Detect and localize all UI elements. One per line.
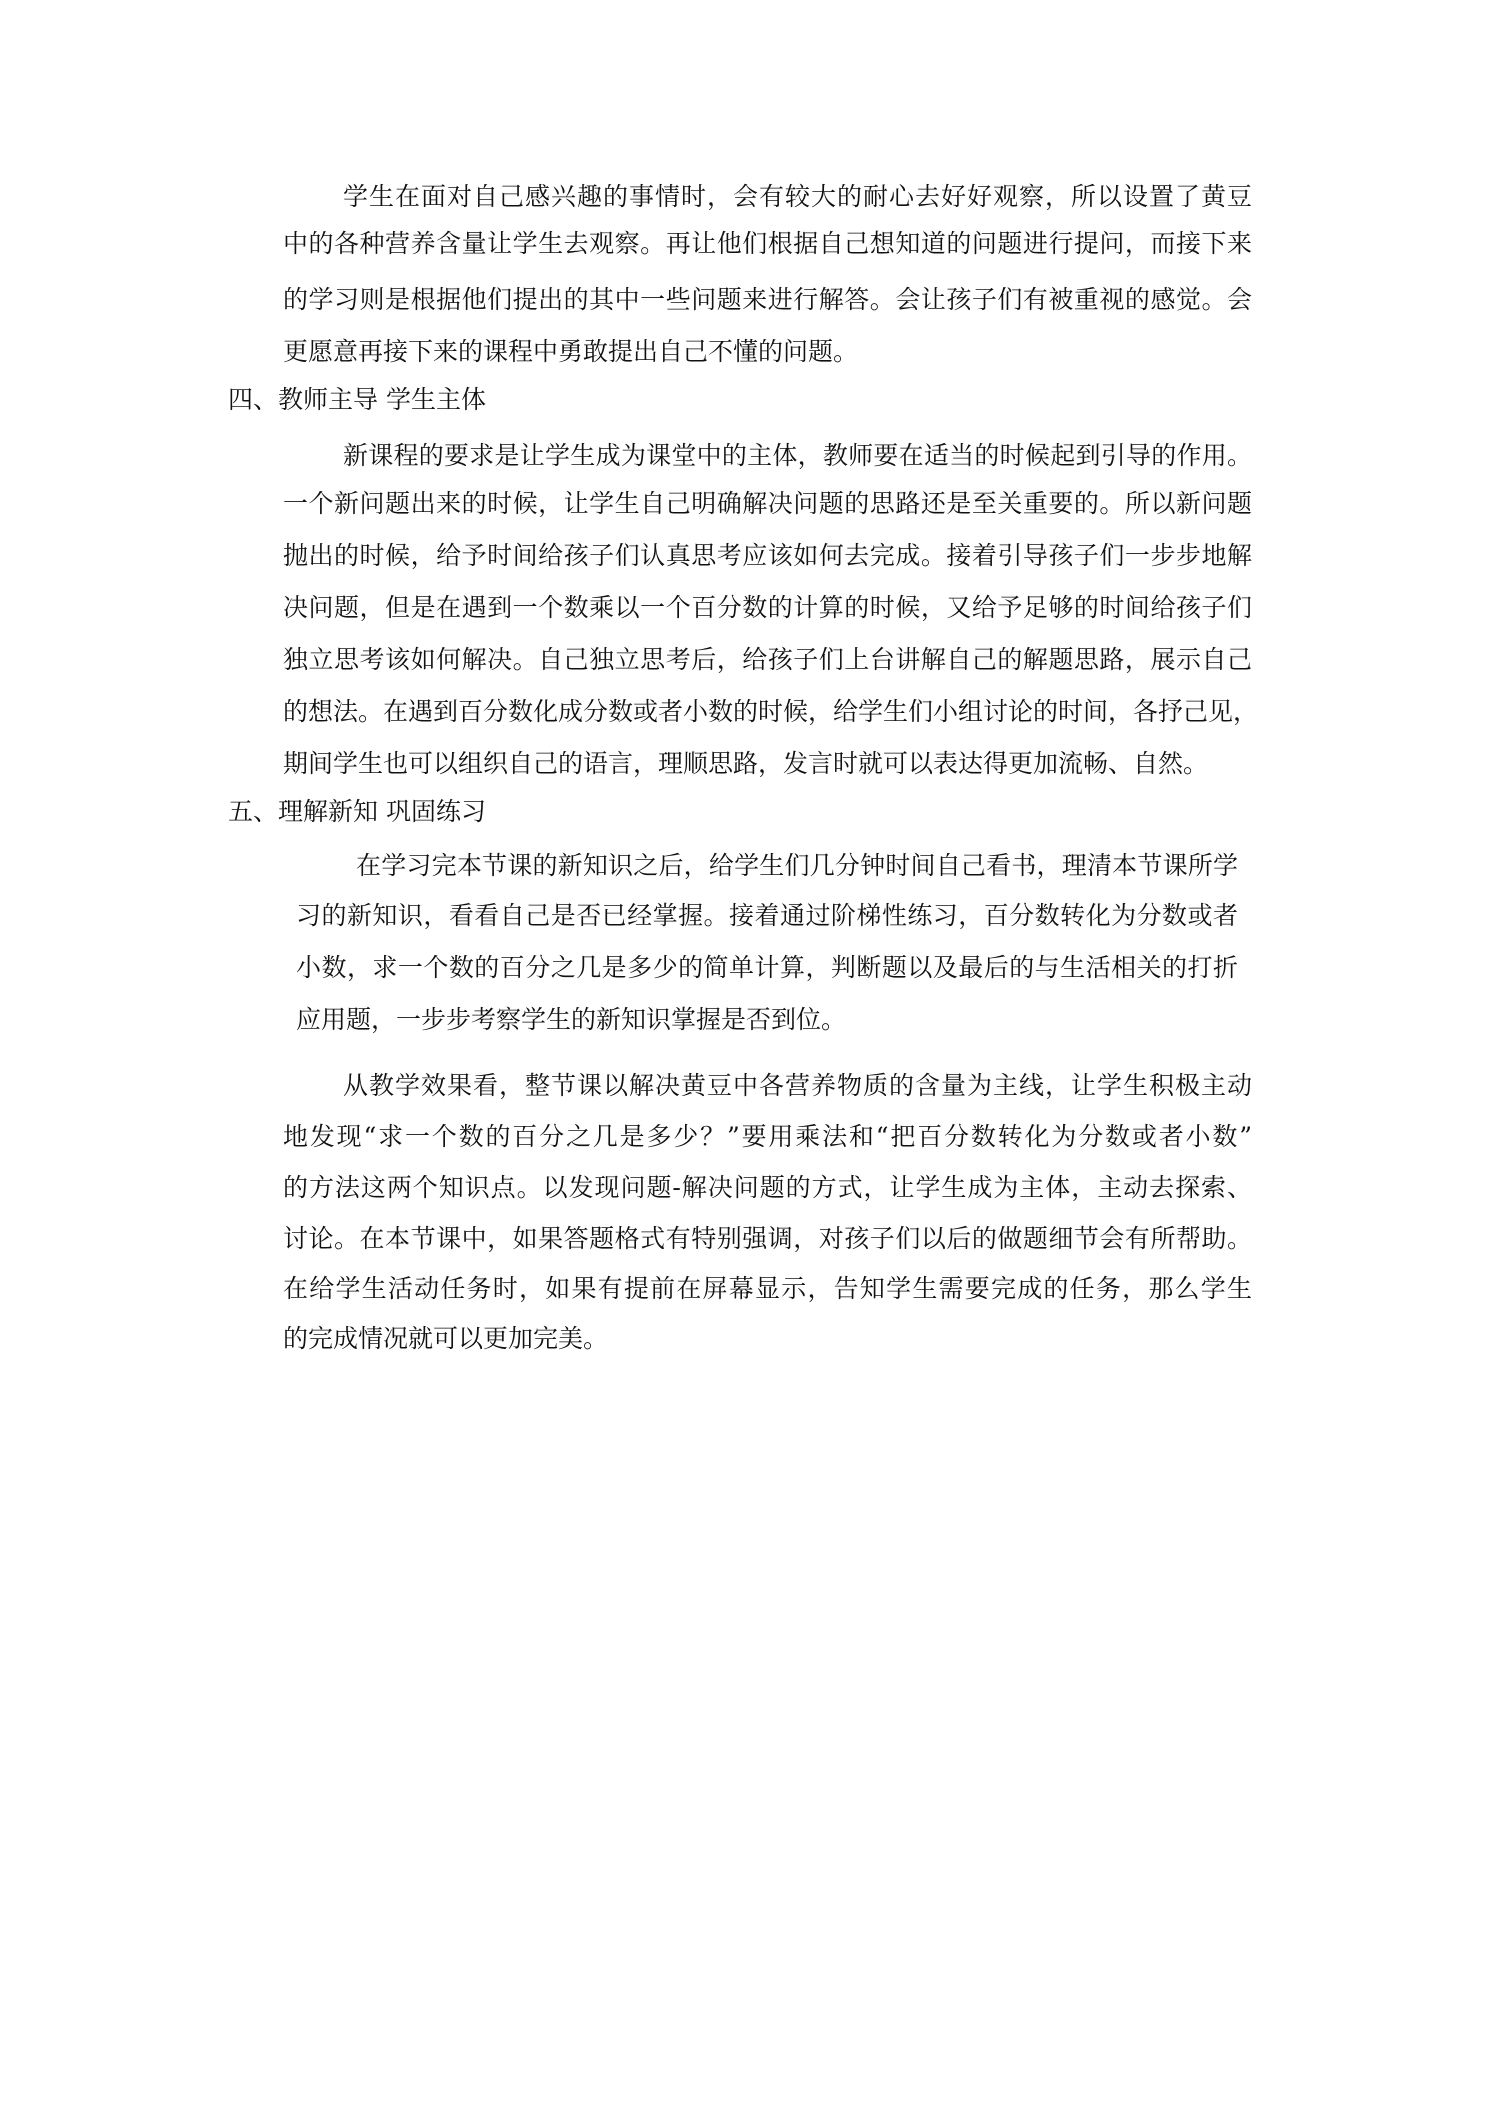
paragraph-final-line-5: 在给学生活动任务时，如果有提前在屏幕显示，告知学生需要完成的任务，那么学生	[283, 1274, 1252, 1303]
section-4-line-4: 决问题，但是在遇到一个数乘以一个百分数的计算的时候，又给予足够的时间给孩子们	[283, 593, 1252, 622]
paragraph-final-line-3: 的方法这两个知识点。以发现问题-解决问题的方式，让学生成为主体，主动去探索、	[283, 1173, 1252, 1202]
section-4-line-7: 期间学生也可以组织自己的语言，理顺思路，发言时就可以表达得更加流畅、自然。	[283, 749, 1209, 778]
paragraph-final-line-6: 的完成情况就可以更加完美。	[283, 1324, 609, 1353]
paragraph-final-line-1: 从教学效果看，整节课以解决黄豆中各营养物质的含量为主线，让学生积极主动	[343, 1071, 1252, 1100]
section-4-line-6: 的想法。在遇到百分数化成分数或者小数的时候，给学生们小组讨论的时间，各抒己见，	[283, 697, 1259, 726]
section-4-line-2: 一个新问题出来的时候，让学生自己明确解决问题的思路还是至关重要的。所以新问题	[283, 489, 1252, 518]
paragraph-final-line-2: 地发现“求一个数的百分之几是多少？”要用乘法和“把百分数转化为分数或者小数”	[283, 1122, 1252, 1151]
section-5-line-3: 小数，求一个数的百分之几是多少的简单计算，判断题以及最后的与生活相关的打折	[296, 953, 1238, 982]
section-4-line-1: 新课程的要求是让学生成为课堂中的主体，教师要在适当的时候起到引导的作用。	[343, 441, 1252, 470]
paragraph-1-line-2: 中的各种营养含量让学生去观察。再让他们根据自己想知道的问题进行提问，而接下来	[283, 229, 1252, 258]
section-5-line-4: 应用题，一步步考察学生的新知识掌握是否到位。	[296, 1005, 847, 1034]
section-4-line-3: 抛出的时候，给予时间给孩子们认真思考应该如何去完成。接着引导孩子们一步步地解	[283, 541, 1252, 570]
paragraph-1-line-1: 学生在面对自己感兴趣的事情时，会有较大的耐心去好好观察，所以设置了黄豆	[343, 182, 1252, 211]
section-5-line-2: 习的新知识，看看自己是否已经掌握。接着通过阶梯性练习，百分数转化为分数或者	[296, 901, 1238, 930]
section-4-heading: 四、教师主导 学生主体	[228, 385, 486, 414]
paragraph-final-line-4: 讨论。在本节课中，如果答题格式有特别强调，对孩子们以后的做题细节会有所帮助。	[283, 1224, 1252, 1253]
section-5-heading: 五、理解新知 巩固练习	[228, 797, 486, 826]
paragraph-1-line-4: 更愿意再接下来的课程中勇敢提出自己不懂的问题。	[283, 337, 859, 366]
section-5-line-1: 在学习完本节课的新知识之后，给学生们几分钟时间自己看书，理清本节课所学	[356, 851, 1238, 880]
section-4-line-5: 独立思考该如何解决。自己独立思考后，给孩子们上台讲解自己的解题思路，展示自己	[283, 645, 1252, 674]
paragraph-1-line-3: 的学习则是根据他们提出的其中一些问题来进行解答。会让孩子们有被重视的感觉。会	[283, 285, 1252, 314]
